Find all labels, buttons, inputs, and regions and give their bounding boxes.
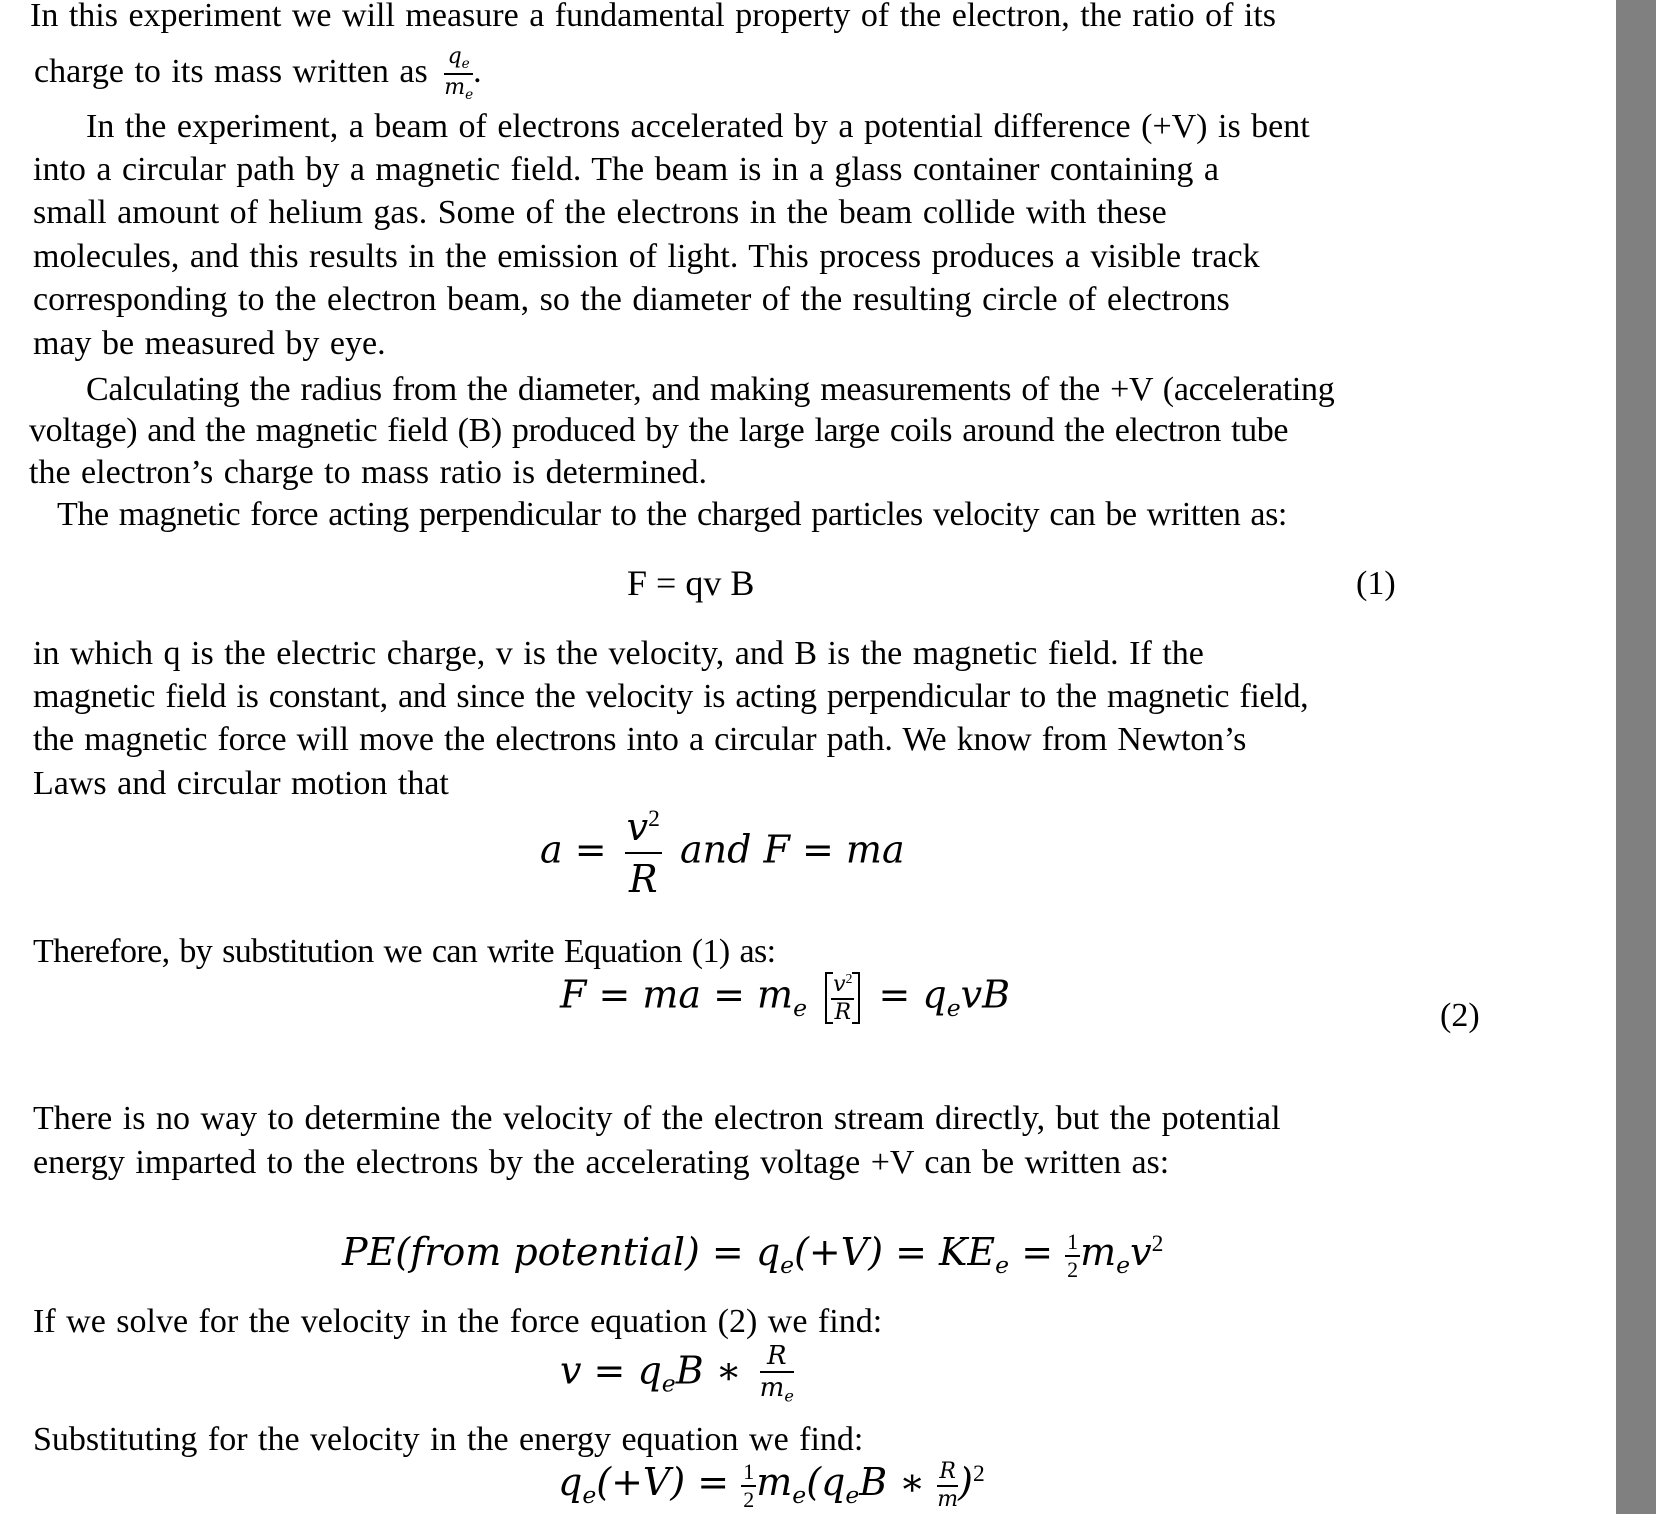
equation-2-number: (2) bbox=[1440, 997, 1480, 1034]
p1-line-1: In this experiment we will measure a fundamental property of the electron, the ratio of its bbox=[30, 0, 1277, 34]
p7-line-1: There is no way to determine the velocity of the electron stream directly, but the potential bbox=[33, 1100, 1281, 1137]
equation-energy: PE(from potential) = $q_e(+V) = KE_e$ = $\frac{1}{2}$ $m_ev^2$ bbox=[342, 1228, 1164, 1282]
p2-line-6: may be measured by eye. bbox=[33, 325, 386, 362]
p2-line-4: molecules, and this results in the emission of light. This process produces a visible track bbox=[33, 238, 1260, 275]
equation-velocity: $v = q_eB$ ∗ $\frac{R}{m_e}$ bbox=[560, 1341, 794, 1406]
vertical-scrollbar[interactable] bbox=[1616, 0, 1656, 1514]
p2-line-2: into a circular path by a magnetic field. The beam is in a glass container containing a bbox=[33, 151, 1220, 188]
qe-over-me-fraction: $\frac{q_e}{m_e}$ bbox=[444, 44, 474, 104]
p2-line-1: In the experiment, a beam of electrons accelerated by a potential difference (+V) is bent bbox=[86, 108, 1310, 145]
equation-newton: a = $\frac{v^2}{R}$ and F = ma bbox=[540, 805, 905, 902]
p1-line-2: charge to its mass written as $\frac{q_e}{m_e}$ . bbox=[34, 44, 482, 104]
p3-line-1: Calculating the radius from the diameter, and making measurements of the +V (accelerating bbox=[86, 371, 1335, 408]
p3-line-3: the electron’s charge to mass ratio is determined. bbox=[29, 454, 708, 491]
equation-1-number: (1) bbox=[1356, 565, 1396, 602]
p1-line-2-text: charge to its mass written as bbox=[34, 53, 428, 91]
p3-line-2: voltage) and the magnetic field (B) produced by the large large coils around the electron tube bbox=[29, 412, 1289, 449]
p5-line-3: the magnetic force will move the electrons into a circular path. We know from Newton’s bbox=[33, 721, 1247, 758]
p9-line-1: Substituting for the velocity in the energy equation we find: bbox=[33, 1421, 864, 1458]
p5-line-1: in which q is the electric charge, v is the velocity, and B is the magnetic field. If the bbox=[33, 635, 1204, 672]
p6-line-1: Therefore, by substitution we can write Equation (1) as: bbox=[33, 933, 776, 970]
p2-line-3: small amount of helium gas. Some of the electrons in the beam collide with these bbox=[33, 194, 1167, 231]
p8-line-1: If we solve for the velocity in the force equation (2) we find: bbox=[33, 1303, 883, 1340]
p5-line-4: Laws and circular motion that bbox=[33, 765, 449, 802]
p4-line-1: The magnetic force acting perpendicular to the charged particles velocity can be written as: bbox=[57, 496, 1287, 533]
p7-line-2: energy imparted to the electrons by the accelerating voltage +V can be written as: bbox=[33, 1144, 1170, 1181]
equation-substitution: $q_e(+V)$ = $\frac{1}{2}$ $m_e(q_eB$ ∗ $\frac{R}{m}$ )$^2$ bbox=[558, 1458, 985, 1512]
equation-1: F = qv B bbox=[627, 563, 755, 603]
p2-line-5: corresponding to the electron beam, so the diameter of the resulting circle of electrons bbox=[33, 281, 1230, 318]
equation-2: F = ma = $m_e$ $\frac{v^2}{R}$ = $q_evB$ bbox=[560, 971, 1011, 1026]
p5-line-2: magnetic field is constant, and since the velocity is acting perpendicular to the magnetic field, bbox=[33, 678, 1309, 715]
